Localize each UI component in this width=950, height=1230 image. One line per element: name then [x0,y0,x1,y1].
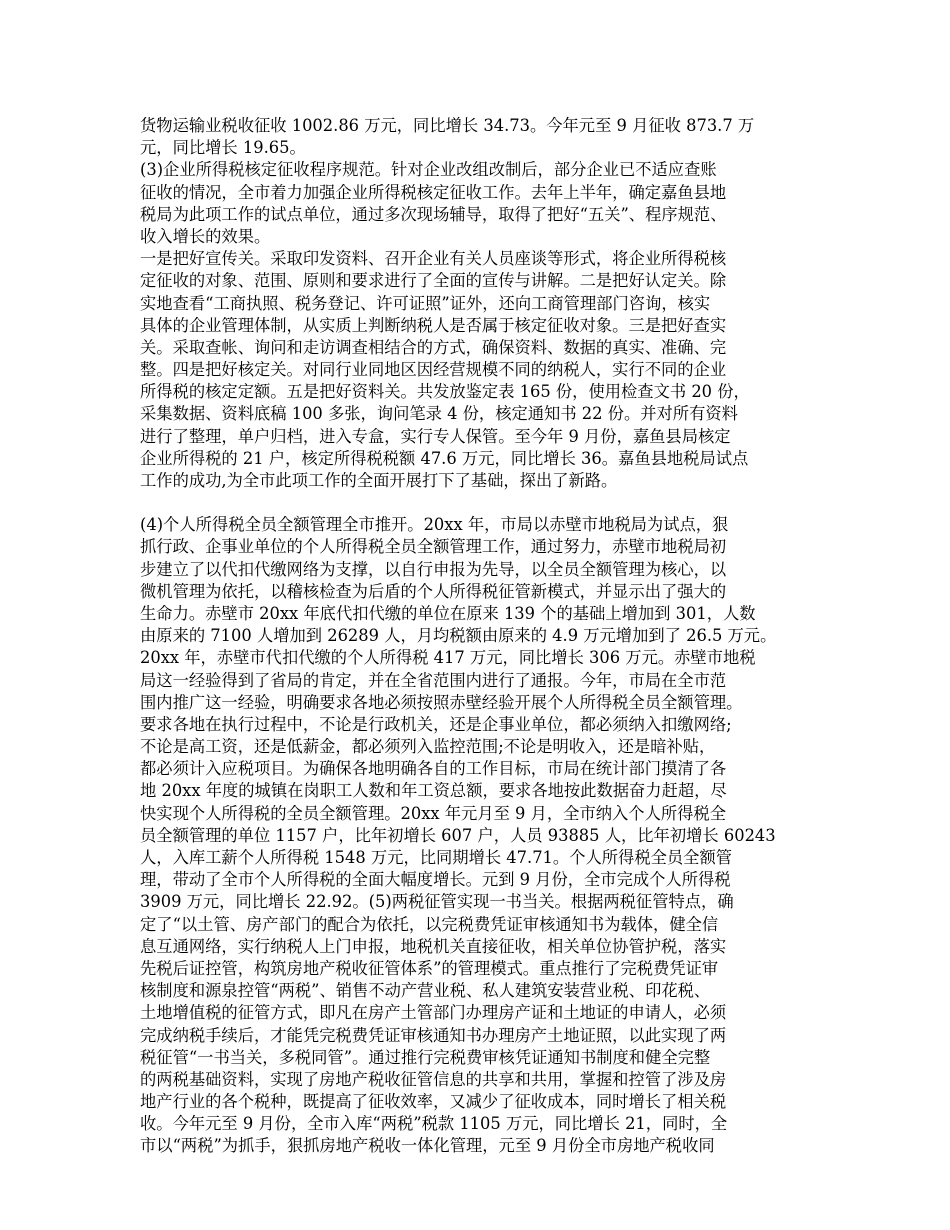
text-line: 完成纳税手续后，才能凭完税费凭证审核通知书办理房产土地证照，以此实现了两 [140,1025,727,1045]
text-line: (4)个人所得税全员全额管理全市推开。20xx 年，市局以赤壁市地税局为试点，狠 [140,515,729,535]
text-line: 生命力。赤壁市 20xx 年底代扣代缴的单位在原来 139 个的基础上增加到 301，人数 [140,603,756,623]
text-line: 土地增值税的征管方式，即凡在房产土管部门办理房产证和土地证的申请人，必须 [140,1003,727,1023]
paragraph-block-2 [140,514,820,1157]
text-line: 一是把好宣传关。采取印发资料、召开企业有关人员座谈等形式，将企业所得税核 [140,249,727,269]
text-line: 收入增长的效果。 [140,226,271,246]
text-line: (3)企业所得税核定征收程序规范。针对企业改组改制后，部分企业已不适应查账 [140,160,717,180]
text-line: 要求各地在执行过程中，不论是行政机关，还是企事业单位，都必须纳入扣缴网络; [140,714,732,734]
text-line: 核制度和源泉控管“两税”、销售不动产营业税、私人建筑安装营业税、印花税、 [140,981,711,1001]
text-line: 税征管“一书当关，多税同管”。通过推行完税费审核凭证通知书制度和健全完整 [140,1047,711,1067]
text-line: 具体的企业管理体制，从实质上判断纳税人是否属于核定征收对象。三是把好查实 [140,315,727,335]
text-line: 征收的情况，全市着力加强企业所得税核定征收工作。去年上半年，确定嘉鱼县地 [140,182,727,202]
text-line: 所得税的核定定额。五是把好资料关。共发放鉴定表 165 份，使用检查文书 20 份， [140,382,750,402]
paragraph-gap [140,492,820,514]
text-line: 抓行政、企事业单位的个人所得税全员全额管理工作，通过努力，赤壁市地税局初 [140,537,727,557]
text-line: 进行了整理，单户归档，进入专盒，实行专人保管。至今年 9 月份，嘉鱼县局核定 [140,426,731,446]
text-line: 都必须计入应税项目。为确保各地明确各自的工作目标，市局在统计部门摸清了各 [140,759,727,779]
text-line: 实地查看“工商执照、税务登记、许可证照”证外，还向工商管理部门咨询，核实 [140,293,711,313]
text-line: 工作的成功,为全市此项工作的全面开展打下了基础，探出了新路。 [140,471,618,490]
text-line: 由原来的 7100 人增加到 26289 人，月均税额由原来的 4.9 万元增加到了 26.5 万元。 [140,626,777,646]
text-line: 整。四是把好核定关。对同行业同地区因经营规模不同的纳税人，实行不同的企业 [140,360,727,380]
text-line: 员全额管理的单位 1157 户，比年初增长 607 户，人员 93885 人，比年初增长 60243 [140,825,776,845]
text-line: 定征收的对象、范围、原则和要求进行了全面的宣传与讲解。二是把好认定关。除 [140,271,727,291]
text-line: 市以“两税”为抓手，狠抓房地产税收一体化管理，元至 9 月份全市房地产税收同 [140,1136,715,1156]
text-line: 微机管理为依托，以稽核检查为后盾的个人所得税征管新模式，并显示出了强大的 [140,581,727,601]
document-page [140,115,820,1158]
text-line: 采集数据、资料底稿 100 多张，询问笔录 4 份，核定通知书 22 份。并对所有资料 [140,404,738,424]
text-line: 的两税基础资料，实现了房地产税收征管信息的共享和共用，掌握和控管了涉及房 [140,1069,727,1089]
text-line: 理，带动了全市个人所得税的全面大幅度增长。元到 9 月份，全市完成个人所得税 [140,870,731,890]
text-line: 20xx 年，赤壁市代扣代缴的个人所得税 417 万元，同比增长 306 万元。赤壁市地税 [140,648,756,668]
text-line: 人，入库工薪个人所得税 1548 万元，比同期增长 47.71。个人所得税全员全额管 [140,848,733,867]
text-line: 局这一经验得到了省局的肯定，并在全省范围内进行了通报。今年，市局在全市范 [140,670,727,690]
text-line: 地 20xx 年度的城镇在岗职工人数和年工资总额，要求各地按此数据奋力赶超，尽 [140,781,727,801]
text-line: 不论是高工资，还是低薪金，都必须列入监控范围;不论是明收入，还是暗补贴， [140,737,716,757]
text-line: 步建立了以代扣代缴网络为支撑，以自行申报为先导，以全员全额管理为核心，以 [140,559,727,579]
text-line: 元，同比增长 19.65。 [140,138,306,158]
text-line: 税局为此项工作的试点单位，通过多次现场辅导，取得了把好“五关”、程序规范、 [140,204,727,224]
text-line: 收。今年元至 9 月份，全市入库“两税”税款 1105 万元，同比增长 21，同时，全 [140,1114,728,1134]
text-line: 关。采取查帐、询问和走访调查相结合的方式，确保资料、数据的真实、准确、完 [140,337,727,357]
text-line: 息互通网络，实行纳税人上门申报，地税机关直接征收，相关单位协管护税，落实 [140,936,727,956]
paragraph-block-1 [140,115,820,492]
text-line: 地产行业的各个税种，既提高了征收效率，又减少了征收成本，同时增长了相关税 [140,1092,727,1112]
text-line: 先税后证控管，构筑房地产税收征管体系”的管理模式。重点推行了完税费凭证审 [140,958,719,978]
text-line: 3909 万元，同比增长 22.92。(5)两税征管实现一书当关。根据两税征管特点，确 [140,892,734,912]
text-line: 企业所得税的 21 户，核定所得税税额 47.6 万元，同比增长 36。嘉鱼县地税局试点 [140,448,749,468]
text-line: 定了“以土管、房产部门的配合为依托，以完税费凭证审核通知书为载体，健全信 [140,914,719,934]
text-line: 围内推广这一经验，明确要求各地必须按照赤壁经验开展个人所得税全员全额管理。 [140,692,743,712]
text-line: 快实现个人所得税的全员全额管理。20xx 年元月至 9 月，全市纳入个人所得税全 [140,803,726,823]
text-line: 货物运输业税收征收 1002.86 万元，同比增长 34.73。今年元至 9 月征收 873.7 万 [140,116,755,135]
